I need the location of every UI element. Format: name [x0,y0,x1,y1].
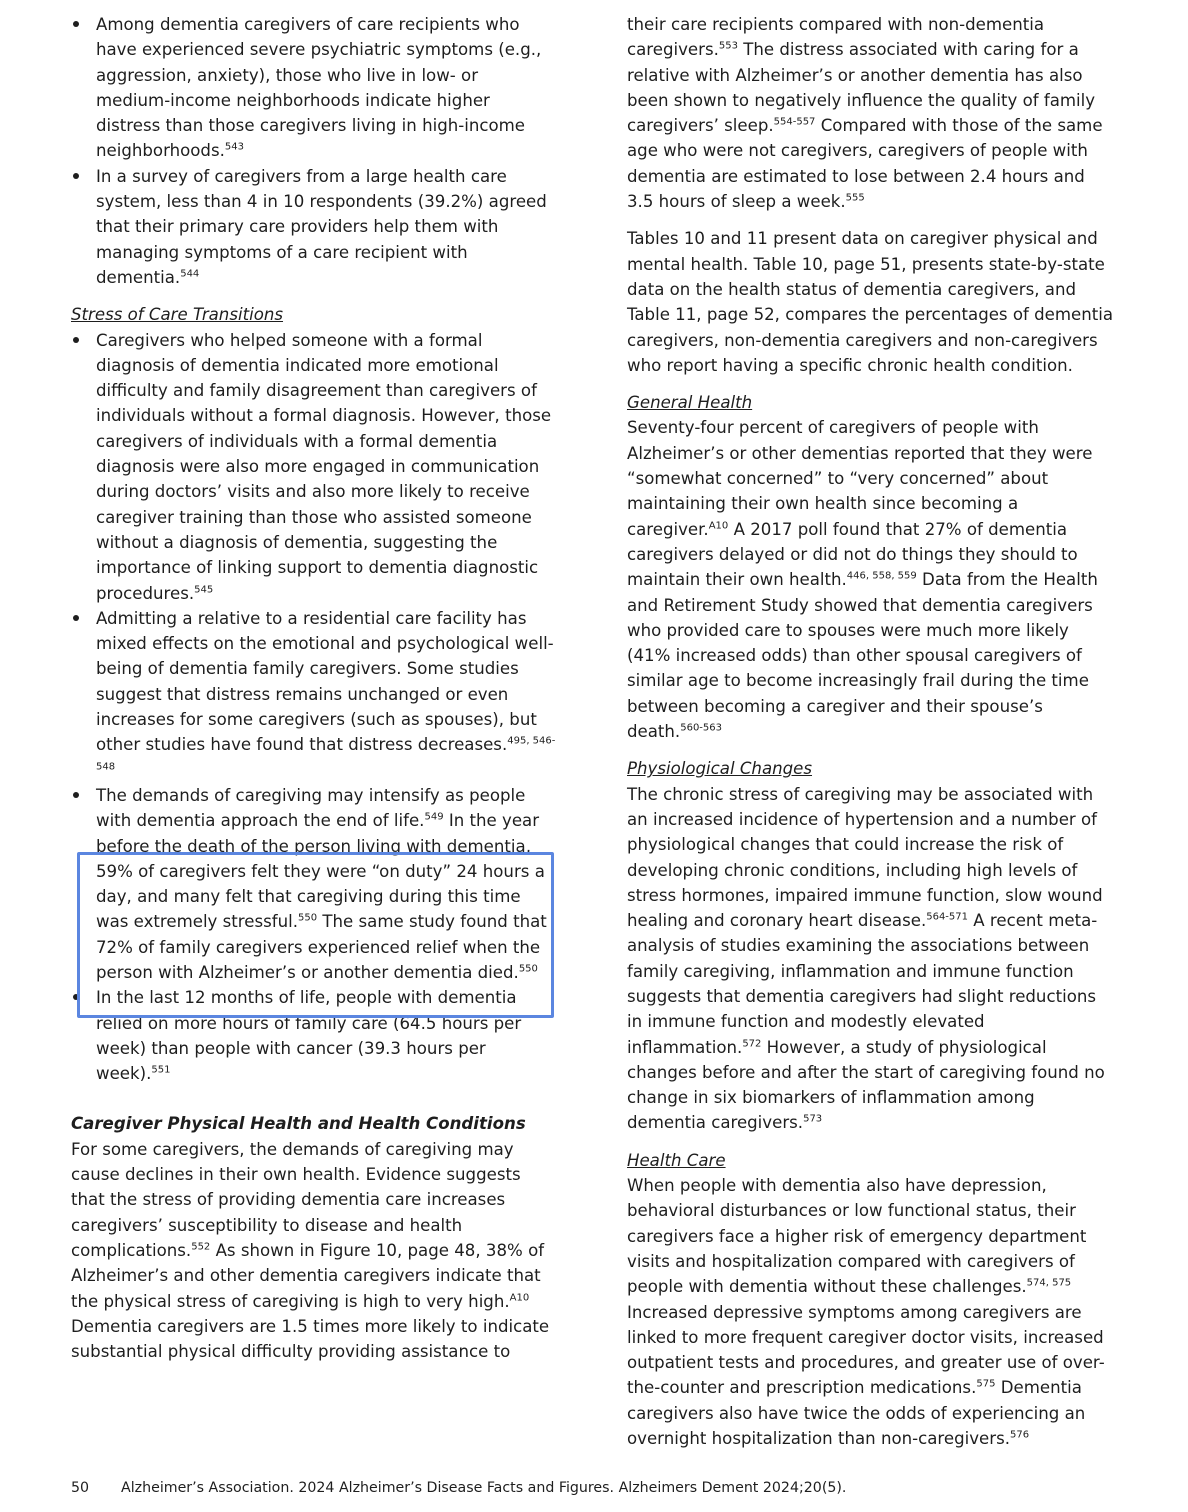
citation-ref: 572 [742,1038,762,1050]
citation-ref: 553 [718,40,738,52]
citation-ref: 575 [976,1378,996,1390]
citation-ref: 560-563 [680,722,723,734]
section-heading: Caregiver Physical Health and Health Conditions [71,1114,526,1134]
citation-ref: 446, 558, 559 [846,570,917,582]
page-footer [71,1478,846,1498]
selection-highlight-box [77,852,554,1018]
list-item: Among dementia caregivers of care recipients who have experienced severe psychiatric symptoms (e.g., aggression, anxiety), those who live in low- or medium-income neighborhoods indicate higher distress than those caregivers living in high-income neighborhoods.$^{543}$ [71,12,556,164]
paragraph-tables: Tables 10 and 11 present data on caregiver physical and mental health. Table 10, page 51, presents state-by-state data on the health status of dementia caregivers, and Table 11, page 52, compares the percentages of dementia caregivers, non-dementia caregivers and non-caregivers who report having a specific chronic health condition. [627,229,1114,375]
citation-ref: 550 [298,912,318,924]
list-item: Caregivers who helped someone with a formal diagnosis of dementia indicated more emotional difficulty and family disagreement than caregivers of individuals without a formal diagnosis. However, those caregivers of individuals with a formal dementia diagnosis were also more engaged in communication during doctors’ visits and also more likely to receive caregiver training than those who assisted someone without a diagnosis of dementia, suggesting the importance of linking support to dementia diagnostic procedures.$^{545}$ [71,328,556,606]
citation-ref: 545 [194,584,214,595]
citation-ref: A10 [708,520,729,532]
citation-ref: 554-557 [773,116,816,128]
subheading-physiological-changes: Physiological Changes [627,759,813,779]
citation-ref: 564-571 [926,911,969,923]
citation-ref: 573 [803,1113,823,1125]
citation-ref: A10 [509,1292,530,1304]
paragraph-physiological: The chronic stress of caregiving may be associated with an increased incidence of hypertension and a number of physiological changes that could increase the risk of developing chronic conditions, including high levels of stress hormones, impaired immune function, slow wound healing and coronary heart disease.$^{564-571}$ A recent meta-analysis of studies examining the associations between family caregiving, inflammation and immune function suggests that dementia caregivers had slight reductions in immune function and modestly elevated inflammation.$^{572}$ However, a study of physiological changes before and after the start of caregiving found no change in six biomarkers of inflammation among dementia caregivers.$^{573}$ [627,784,1105,1133]
list-item: In a survey of caregivers from a large health care system, less than 4 in 10 respondents (39.2%) agreed that their primary care providers help them with managing symptoms of a care recipient with dementia.$^{544}$ [71,164,556,290]
list-item: Admitting a relative to a residential care facility has mixed effects on the emotional and psychological well-being of dementia family caregivers. Some studies suggest that distress remains unchanged or even increases for some caregivers (such as spouses), but other studies have found that distress decreases.$^{495, 546-548}$ [71,606,556,783]
citation-ref: 574, 575 [1026,1277,1072,1289]
citation-ref: 544 [180,268,200,280]
page-number: 50 [71,1480,90,1496]
paragraph-health-care: When people with dementia also have depression, behavioral disturbances or low functional status, their caregivers face a higher risk of emergency department visits and hospitalization compared with caregivers of people with dementia without these challenges.$^{574, 575}$ Increased depressive symptoms among caregivers are linked to more frequent caregiver doctor visits, increased outpatient tests and procedures, and greater use of over-the-counter and prescription medications.$^{575}$ Dementia caregivers also have twice the odds of experiencing an overnight hospitalization than non-caregivers.$^{576}$ [627,1176,1105,1449]
citation-ref: 555 [845,192,865,204]
right-column [627,12,1115,1451]
subheading-health-care: Health Care [627,1150,726,1170]
citation-ref: 576 [1010,1429,1030,1441]
paragraph-general-health: Seventy-four percent of caregivers of people with Alzheimer’s or other dementias reported that they were “somewhat concerned” to “very concerned” about maintaining their own health since becoming a caregiver.$^{A10}$ A 2017 poll found that 27% of dementia caregivers delayed or did not do things they should to maintain their own health.$^{446, 558, 559}$ Data from the Health and Retirement Study showed that dementia caregivers who provided care to spouses were much more likely (41% increased odds) than other spousal caregivers of similar age to become increasingly frail during the time between becoming a caregiver and their spouse’s death.$^{560-563}$ [627,418,1098,742]
citation-ref: 495, 546-548 [96,735,556,773]
subheading-care-transitions: Stress of Care Transitions [71,305,284,325]
citation-ref: 543 [224,141,244,153]
citation-ref: 549 [424,811,444,823]
citation-ref: 551 [151,1064,171,1076]
left-column [71,12,556,1364]
paragraph-physical-health: For some caregivers, the demands of caregiving may cause declines in their own health. Evidence suggests that the stress of providing dementia care increases caregivers’ susceptibility to disease and health complications.$^{552}$ As shown in Figure 10, page 48, 38% of Alzheimer’s and other dementia caregivers indicate that the physical stress of caregiving is high to very high.$^{A10}$ Dementia caregivers are 1.5 times more likely to indicate substantial physical difficulty providing assistance to [71,1139,550,1362]
bullet-list-psychiatric [71,12,556,290]
subheading-general-health: General Health [627,393,753,413]
paragraph-sleep: their care recipients compared with non-dementia caregivers.$^{553}$ The distress associated with caring for a relative with Alzheimer’s or another dementia has also been shown to negatively influence the quality of family caregivers’ sleep.$^{554-557}$ Compared with those of the same age who were not caregivers, caregivers of people with dementia are estimated to lose between 2.4 hours and 3.5 hours of sleep a week.$^{555}$ [627,15,1103,212]
list-item: The demands of caregiving may intensify as people with dementia approach the end of life.$^{549}$ In the year before the death of the person living with dementia, 59% of caregivers felt they were “on duty” 24 hours a day, and many felt that caregiving during this time was extremely stressful.$^{550}$ The same study found that 72% of family caregivers experienced relief when the person with Alzheimer’s or another dementia died.$^{550}$ [71,783,556,985]
list-item: In the last 12 months of life, people with dementia relied on more hours of family care (64.5 hours per week) than people with cancer (39.3 hours per week).$^{551}$ [71,985,556,1086]
citation-ref: 552 [191,1241,211,1253]
citation-ref: 550 [518,963,538,975]
footer-citation: Alzheimer’s Association. 2024 Alzheimer’s Disease Facts and Figures. Alzheimers Dement 2024;20(5). [121,1480,847,1496]
